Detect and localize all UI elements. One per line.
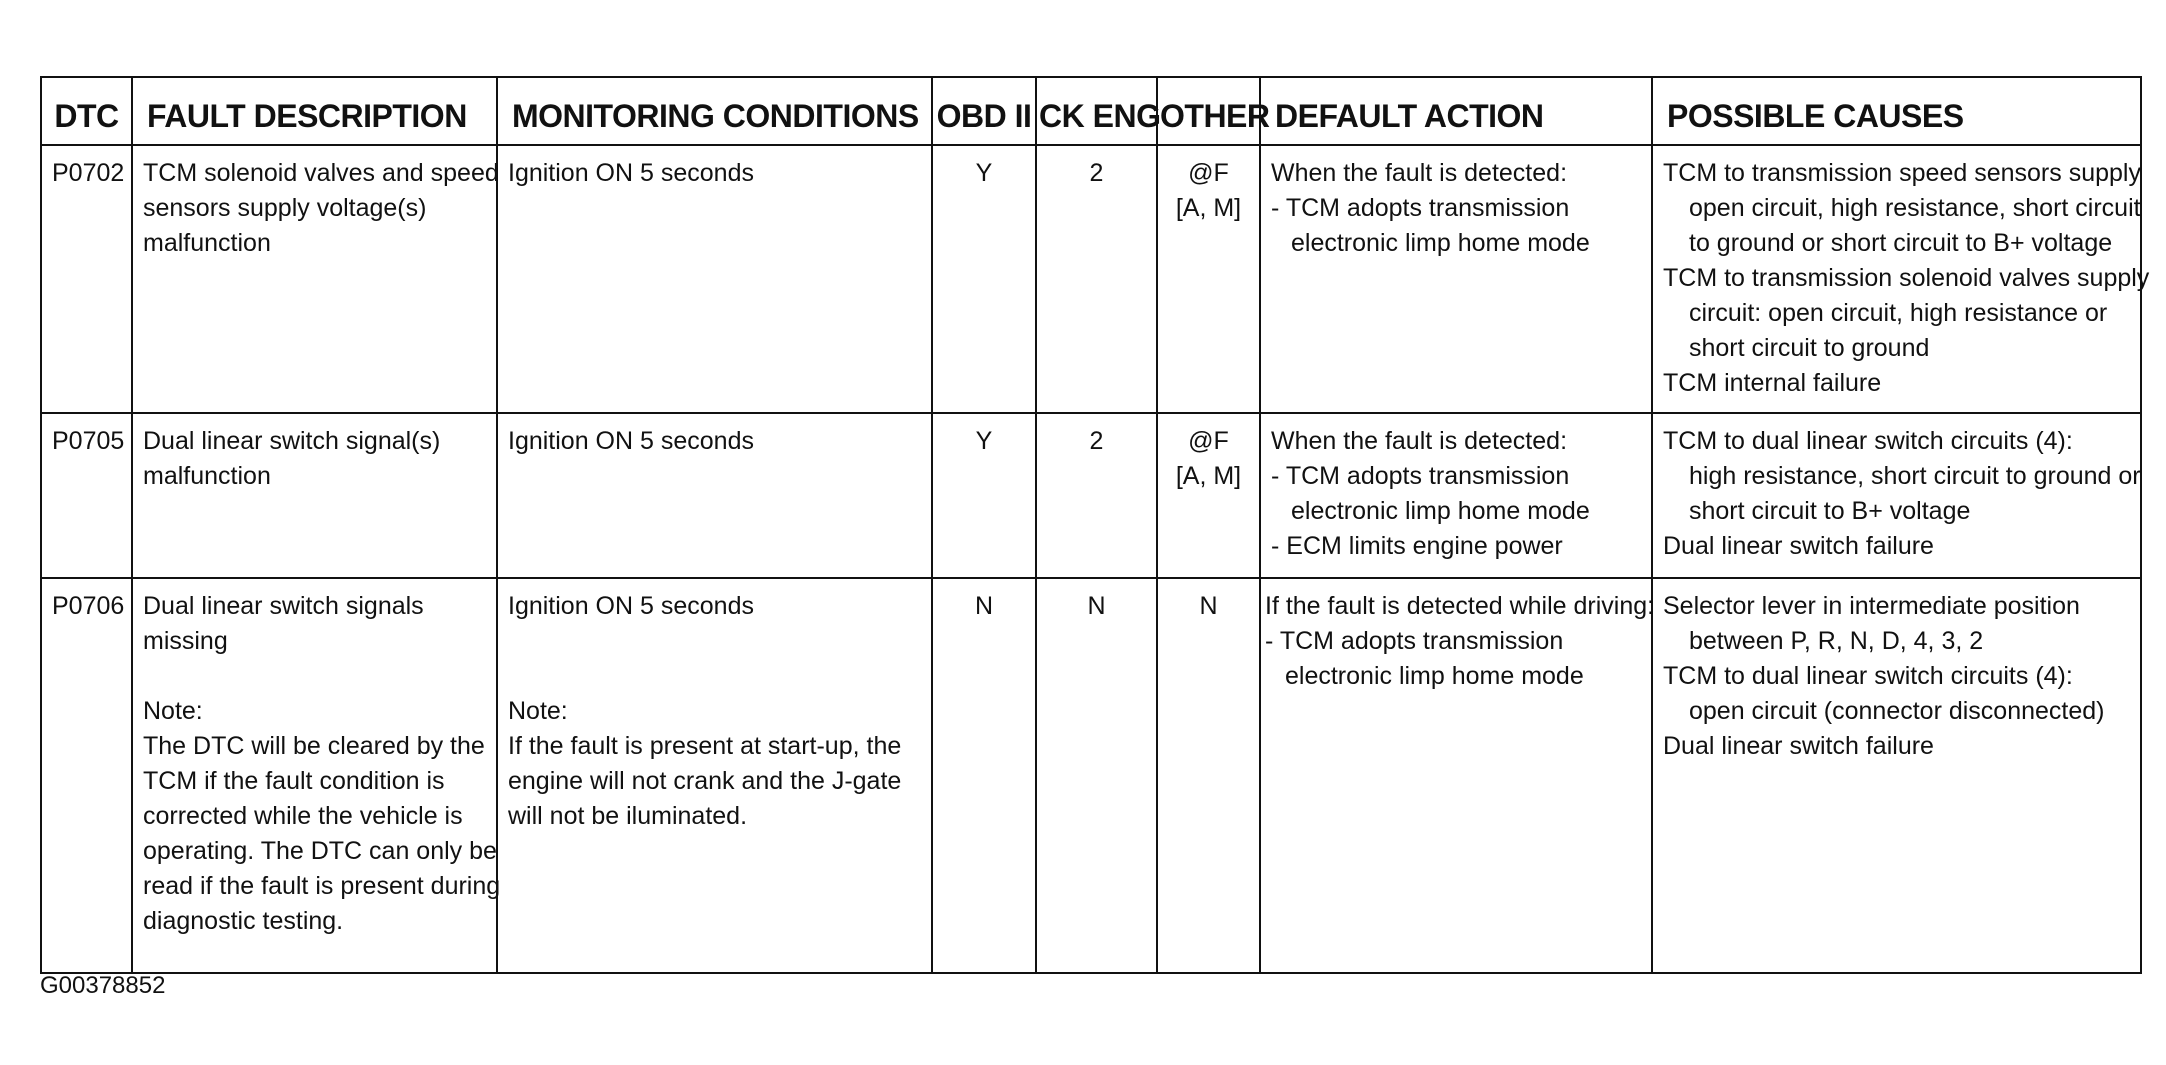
header-default-action: DEFAULT ACTION bbox=[1260, 77, 1652, 145]
table-row bbox=[41, 145, 2141, 413]
monitoring-conditions: Ignition ON 5 seconds bbox=[497, 145, 932, 413]
header-row bbox=[41, 77, 2141, 145]
obd-ii-value: Y bbox=[932, 145, 1036, 413]
fault-description: TCM solenoid valves and speed sensors supply voltage(s) malfunction bbox=[132, 145, 497, 413]
header-possible-causes: POSSIBLE CAUSES bbox=[1652, 77, 2141, 145]
dtc-table bbox=[40, 76, 2150, 974]
header-ck-eng: CK ENG bbox=[1036, 77, 1157, 145]
possible-causes: Selector lever in intermediate position between P, R, N, D, 4, 3, 2 TCM to dual linear switch circuits (4): open circuit (connector disconnected) Dual linear switch failure bbox=[1652, 578, 2141, 973]
default-action: If the fault is detected while driving: - TCM adopts transmission electronic limp home mode bbox=[1260, 578, 1652, 973]
obd-ii-value: Y bbox=[932, 413, 1036, 578]
monitoring-conditions: Ignition ON 5 seconds Note: If the fault is present at start-up, the engine will not crank and the J-gate will not be iluminated. bbox=[497, 578, 932, 973]
monitoring-note-label: Note: bbox=[508, 697, 568, 725]
obd-ii-value: N bbox=[932, 578, 1036, 973]
ck-eng-value: 2 bbox=[1036, 413, 1157, 578]
header-dtc: DTC bbox=[41, 77, 132, 145]
header-monitoring-conditions: MONITORING CONDITIONS bbox=[497, 77, 932, 145]
default-action: When the fault is detected: - TCM adopts transmission electronic limp home mode bbox=[1260, 145, 1652, 413]
table-row bbox=[41, 413, 2141, 578]
dtc-code: P0706 bbox=[41, 578, 132, 973]
other-value: @F [A, M] bbox=[1157, 145, 1260, 413]
possible-causes: TCM to transmission speed sensors supply open circuit, high resistance, short circuit to ground or short circuit to B+ voltage TCM to transmission solenoid valves supply circuit: open circuit, high resistance or short circuit to ground TCM internal failure bbox=[1652, 145, 2141, 413]
fault-description: Dual linear switch signals missing Note: The DTC will be cleared by the TCM if the fault condition is corrected while the vehicle is operating. The DTC can only be read if the fault is present during diagnostic testing. bbox=[132, 578, 497, 973]
ck-eng-value: 2 bbox=[1036, 145, 1157, 413]
fault-note-label: Note: bbox=[143, 697, 203, 725]
header-other: OTHER bbox=[1157, 77, 1260, 145]
ck-eng-value: N bbox=[1036, 578, 1157, 973]
header-obd-ii: OBD II bbox=[932, 77, 1036, 145]
default-action: When the fault is detected: - TCM adopts transmission electronic limp home mode - ECM limits engine power bbox=[1260, 413, 1652, 578]
monitoring-conditions: Ignition ON 5 seconds bbox=[497, 413, 932, 578]
other-value: N bbox=[1157, 578, 1260, 973]
possible-causes: TCM to dual linear switch circuits (4): high resistance, short circuit to ground or short circuit to B+ voltage Dual linear switch failure bbox=[1652, 413, 2141, 578]
header-fault-description: FAULT DESCRIPTION bbox=[132, 77, 497, 145]
other-value: @F [A, M] bbox=[1157, 413, 1260, 578]
dtc-code: P0705 bbox=[41, 413, 132, 578]
dtc-code: P0702 bbox=[41, 145, 132, 413]
figure-id: G00378852 bbox=[40, 972, 166, 999]
fault-description: Dual linear switch signal(s) malfunction bbox=[132, 413, 497, 578]
table-row bbox=[41, 578, 2141, 973]
